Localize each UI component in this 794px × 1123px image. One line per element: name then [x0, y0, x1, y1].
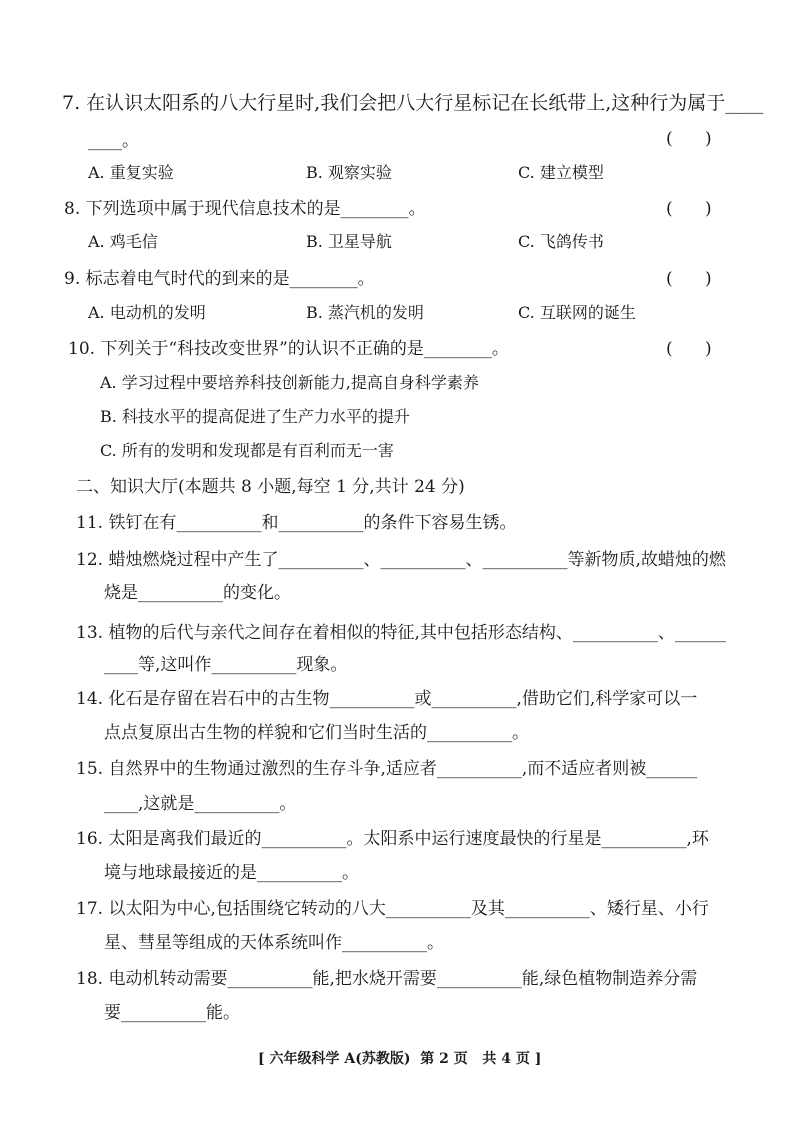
question-10-line-1: 10. 下列关于“科技改变世界”的认识不正确的是________。 [68, 339, 509, 359]
question-17-line-1: 17. 以太阳为中心,包括围绕它转动的八大__________及其__________、矮行星、小行 [76, 899, 709, 919]
question-8-option-b: B. 卫星导航 [306, 232, 392, 251]
question-9-line-1: 9. 标志着电气时代的到来的是________。 [64, 269, 375, 289]
question-10-option-c: C. 所有的发明和发现都是有百利而无一害 [100, 441, 394, 460]
question-13-line-2: ____等,这叫作__________现象。 [104, 655, 348, 675]
question-15-line-1: 15. 自然界中的生物通过激烈的生存斗争,适应者__________,而不适应者则被______ [76, 759, 698, 779]
question-14-line-2: 点点复原出古生物的样貌和它们当时生活的__________。 [104, 723, 529, 743]
question-11-line-1: 11. 铁钉在有__________和__________的条件下容易生锈。 [76, 513, 517, 533]
question-9-option-b: B. 蒸汽机的发明 [306, 303, 424, 322]
question-7-answer-bracket: ( ) [666, 129, 712, 149]
question-10-answer-bracket: ( ) [666, 339, 712, 359]
question-8-option-c: C. 飞鸽传书 [518, 232, 604, 251]
question-9-option-c: C. 互联网的诞生 [518, 303, 636, 322]
question-8-line-1: 8. 下列选项中属于现代信息技术的是________。 [64, 199, 426, 219]
question-16-line-1: 16. 太阳是离我们最近的__________。太阳系中运行速度最快的行星是__________,环 [76, 829, 709, 849]
question-7-option-a: A. 重复实验 [88, 163, 174, 182]
question-10-option-b: B. 科技水平的提高促进了生产力水平的提升 [100, 407, 410, 426]
question-12-line-1: 12. 蜡烛燃烧过程中产生了__________、__________、__________等新物质,故蜡烛的燃 [76, 550, 726, 570]
question-15-line-2: ____,这就是__________。 [104, 794, 297, 814]
question-9-answer-bracket: ( ) [666, 269, 712, 289]
question-8-option-a: A. 鸡毛信 [88, 232, 158, 251]
question-9-option-a: A. 电动机的发明 [88, 303, 206, 322]
section-2-heading: 二、知识大厅(本题共 8 小题,每空 1 分,共计 24 分) [76, 477, 465, 497]
question-18-line-2: 要__________能。 [104, 1003, 240, 1023]
question-7-line-2: ____。 [88, 131, 139, 151]
question-16-line-2: 境与地球最接近的是__________。 [104, 863, 359, 883]
question-17-line-2: 星、彗星等组成的天体系统叫作__________。 [104, 933, 444, 953]
question-8-answer-bracket: ( ) [666, 199, 712, 219]
question-10-option-a: A. 学习过程中要培养科技创新能力,提高自身科学素养 [100, 373, 479, 392]
question-18-line-1: 18. 电动机转动需要__________能,把水烧开需要__________能,绿色植物制造养分需 [76, 969, 698, 989]
question-13-line-1: 13. 植物的后代与亲代之间存在着相似的特征,其中包括形态结构、__________、______ [76, 623, 726, 643]
question-7-option-c: C. 建立模型 [518, 163, 604, 182]
question-7-option-b: B. 观察实验 [306, 163, 392, 182]
question-12-line-2: 烧是__________的变化。 [104, 583, 291, 603]
page-footer: [ 六年级科学 A(苏教版) 第 2 页 共 4 页 ] [258, 1051, 542, 1067]
question-14-line-1: 14. 化石是存留在岩石中的古生物__________或__________,借助它们,科学家可以一 [76, 689, 698, 709]
question-7-line-1: 7. 在认识太阳系的八大行星时,我们会把八大行星标记在长纸带上,这种行为属于____ [62, 92, 764, 114]
